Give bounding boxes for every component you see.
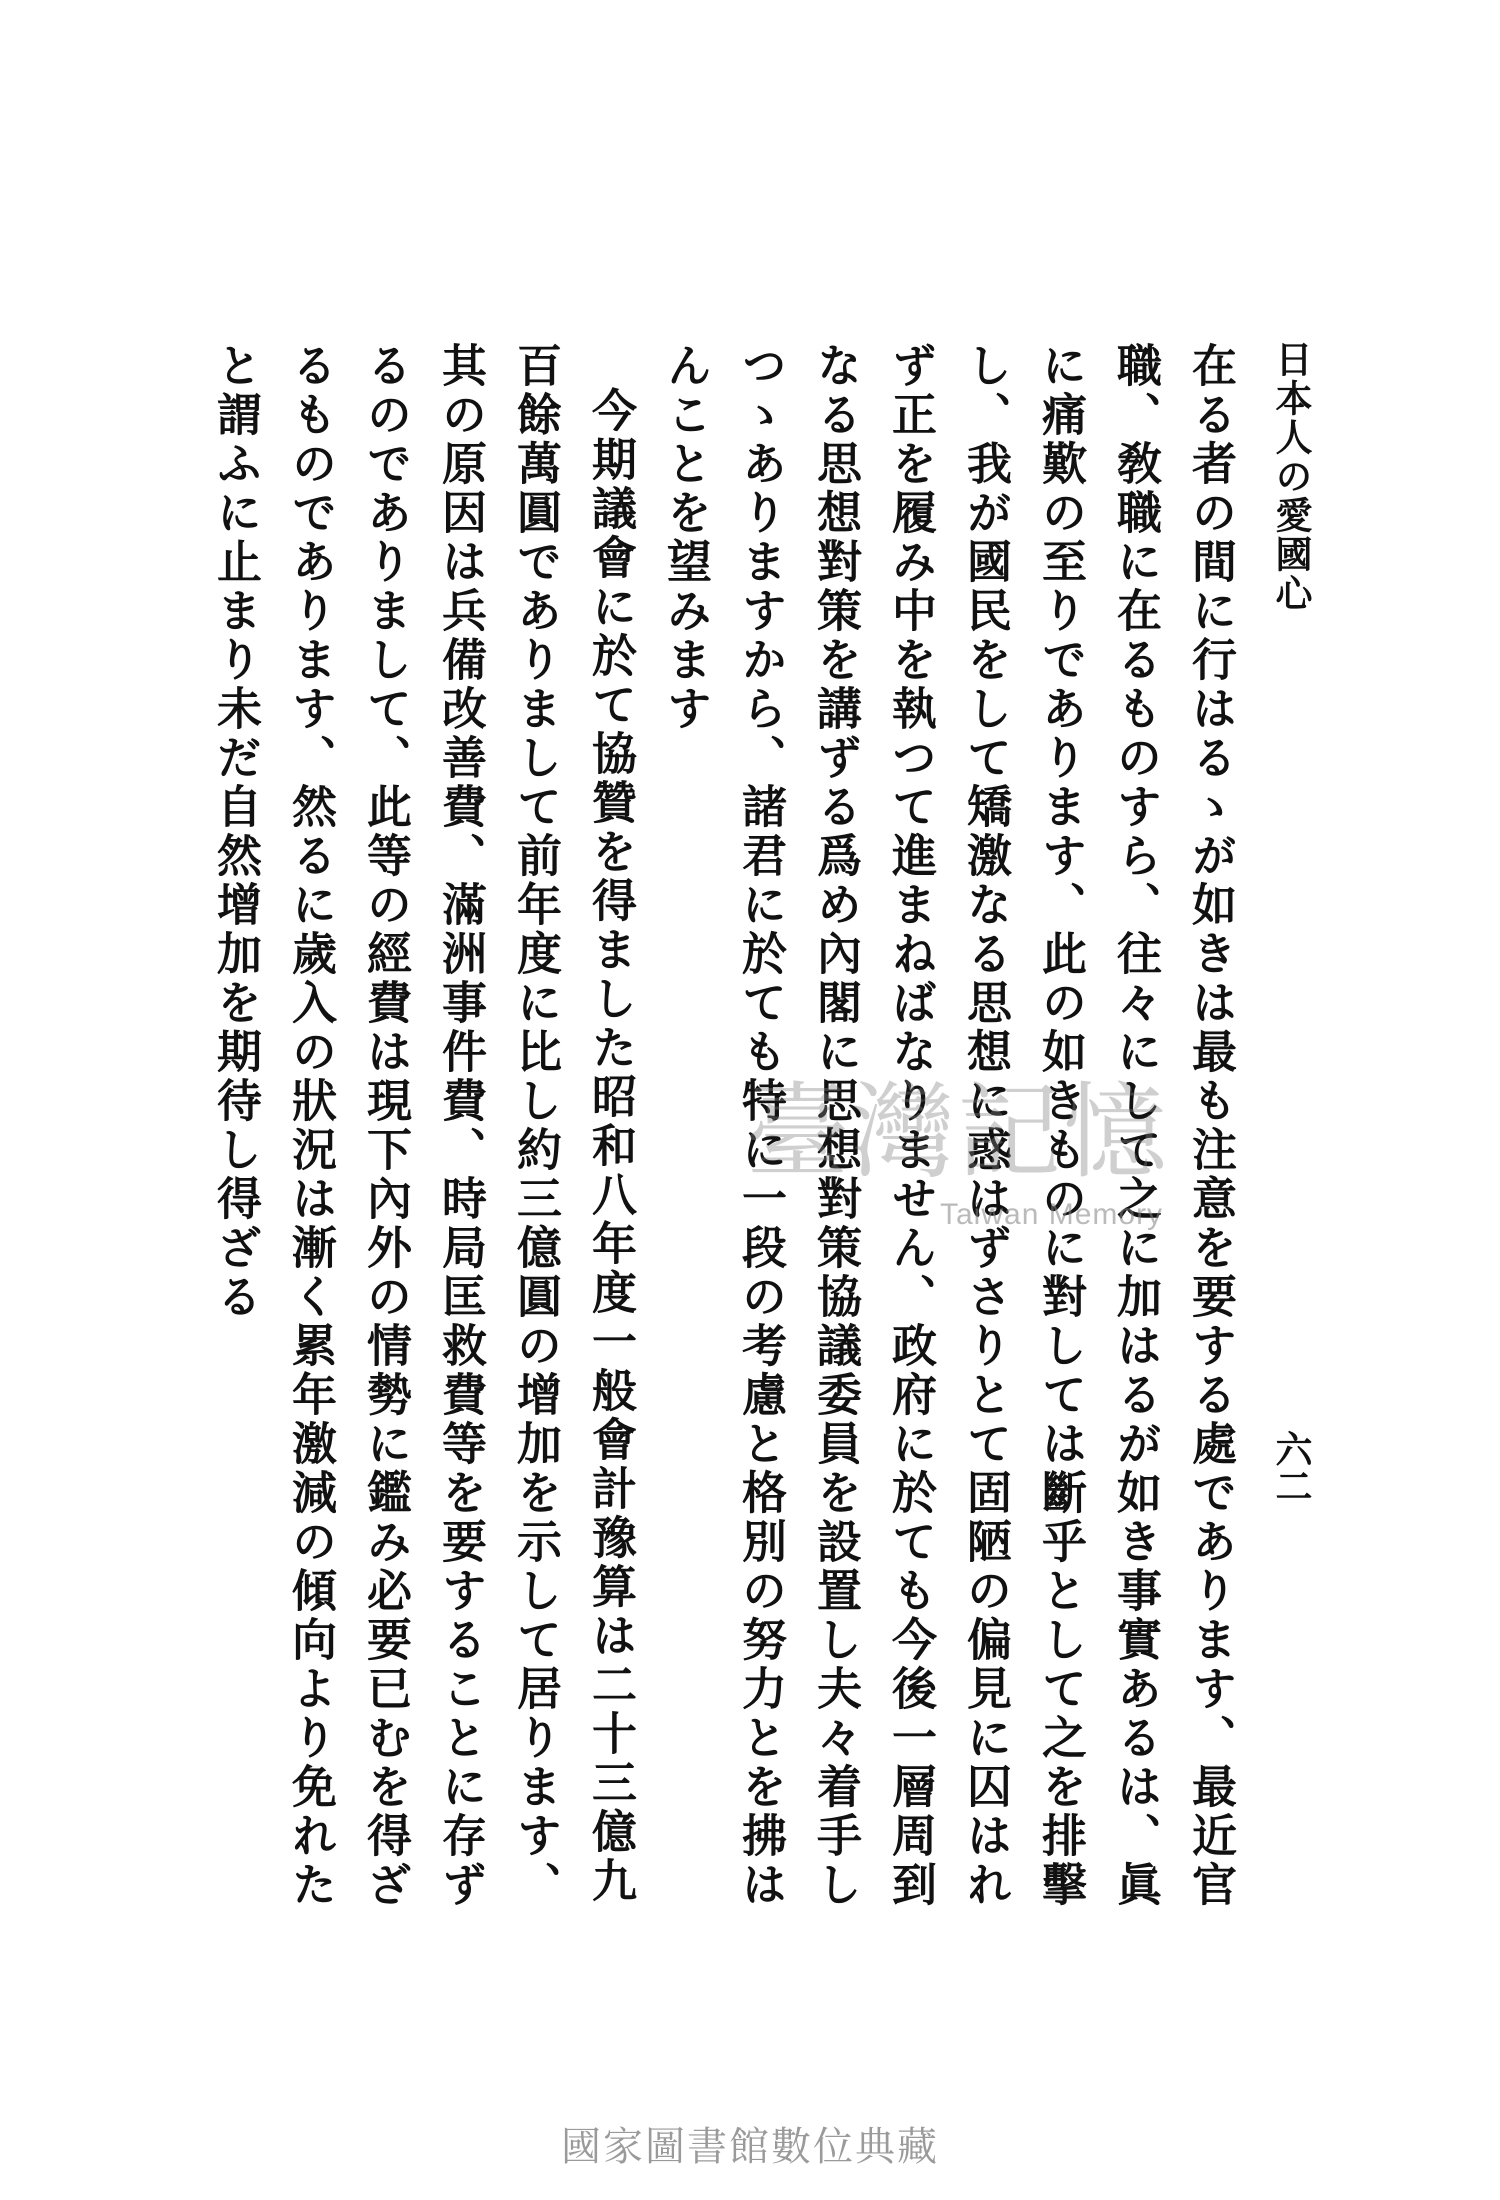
body-text xyxy=(209,342,1248,1932)
watermark-subtitle: Taiwan Memory xyxy=(940,1198,1164,1231)
watermark-logo-text: 臺灣記憶 xyxy=(745,1071,1170,1193)
paragraph: 今期議會に於て協贊を得ました昭和八年度一般會計豫算は二十三億九百餘萬圓でありまして前年度に比し約三億圓の增加を示して居ります、其の原因は兵備改善費、滿洲事件費、時局匡救費等を要することに存ずるのでありまして、此等の經費は現下內外の情勢に鑑み必要已むを得ざるものであります、然るに歲入の狀況は漸く累年激減の傾向より免れたと謂ふに止まり未だ自然增加を期待し得ざる xyxy=(209,342,637,1910)
footer-credit: 國家圖書館數位典藏 xyxy=(561,2124,939,2170)
running-title: 日本人の愛國心 xyxy=(1269,340,1313,613)
page-number: 六二 xyxy=(1269,1430,1313,1504)
paragraph: 在る者の間に行はるゝが如きは最も注意を要する處であります、最近官職、敎職に在るものすら、往々にして之に加はるが如き事實あるは、眞に痛歎の至りであります、此の如きものに對しては斷乎として之を排擊し、我が國民をして矯激なる思想に惑はずさりとて固陋の偏見に囚はれず正を履み中を執つて進まねばなりません、政府に於ても今後一層周到なる思想對策を講ずる爲め內閣に思想對策協議委員を設置し夫々着手しつゝありますから、諸君に於ても特に一段の考慮と格別の努力とを拂はんことを望みます xyxy=(659,342,1237,1910)
